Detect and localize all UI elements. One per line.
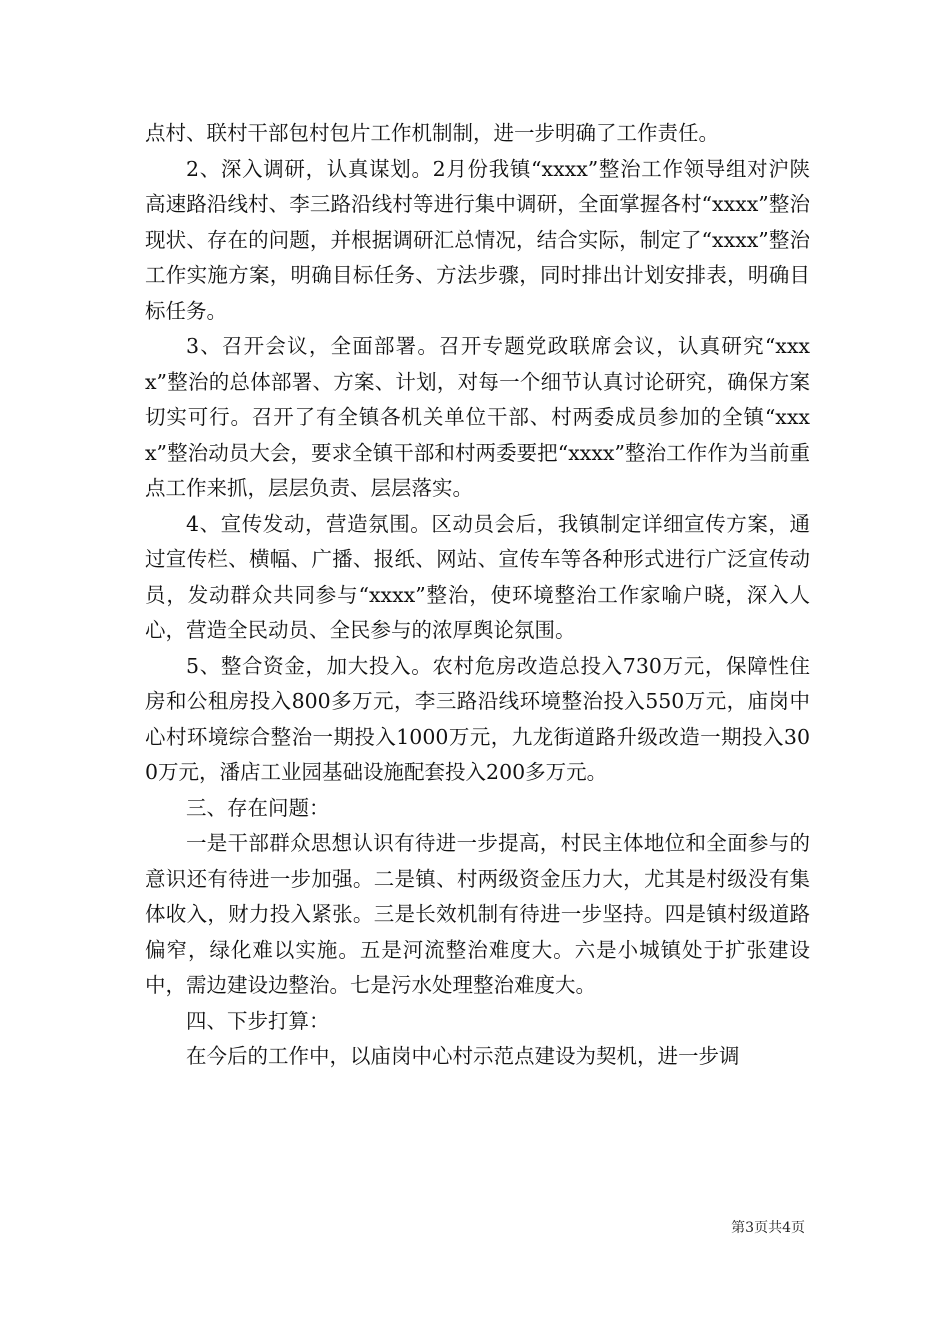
paragraph-4: 4、宣传发动，营造氛围。区动员会后，我镇制定详细宣传方案，通过宣传栏、横幅、广播、报纸、网站、宣传车等各种形式进行广泛宣传动员，发动群众共同参与“xxxx”整治，使环境整治工作家喻户晓，深入人心，营造全民动员、全民参与的浓厚舆论氛围。 (145, 511, 810, 642)
section-heading-next-steps: 四、下步打算： (186, 1008, 330, 1033)
paragraph-2: 2、深入调研，认真谋划。2月份我镇“xxxx”整治工作领导组对沪陕高速路沿线村、李三路沿线村等进行集中调研，全面掌握各村“xxxx”整治现状、存在的问题，并根据调研汇总情况，结合实际，制定了“xxxx”整治工作实施方案，明确目标任务、方法步骤，同时排出计划安排表，明确目标任务。 (145, 156, 810, 323)
section-heading-problems: 三、存在问题： (186, 795, 330, 820)
page-number: 第3页共4页 (731, 1220, 805, 1236)
paragraph-next-steps: 在今后的工作中，以庙岗中心村示范点建设为契机，进一步调 (186, 1044, 740, 1068)
paragraph-3: 3、召开会议，全面部署。召开专题党政联席会议，认真研究“xxxx”整治的总体部署、方案、计划，对每一个细节认真讨论研究，确保方案切实可行。召开了有全镇各机关单位干部、村两委成员参加的全镇“xxxx”整治动员大会，要求全镇干部和村两委要把“xxxx”整治工作作为当前重点工作来抓，层层负责、层层落实。 (145, 334, 810, 500)
paragraph-5: 5、整合资金，加大投入。农村危房改造总投入730万元，保障性住房和公租房投入800多万元，李三路沿线环境整治投入550万元，庙岗中心村环境综合整治一期投入1000万元，九龙街道路升级改造一期投入300万元，潘店工业园基础设施配套投入200多万元。 (145, 653, 810, 784)
paragraph-1: 点村、联村干部包村包片工作机制制，进一步明确了工作责任。 (145, 121, 719, 145)
document-body (145, 116, 810, 1075)
paragraph-problems: 一是干部群众思想认识有待进一步提高，村民主体地位和全面参与的意识还有待进一步加强。二是镇、村两级资金压力大，尤其是村级没有集体收入，财力投入紧张。三是长效机制有待进一步坚持。四是镇村级道路偏窄，绿化难以实施。五是河流整治难度大。六是小城镇处于扩张建设中，需边建设边整治。七是污水处理整治难度大。 (145, 831, 810, 997)
